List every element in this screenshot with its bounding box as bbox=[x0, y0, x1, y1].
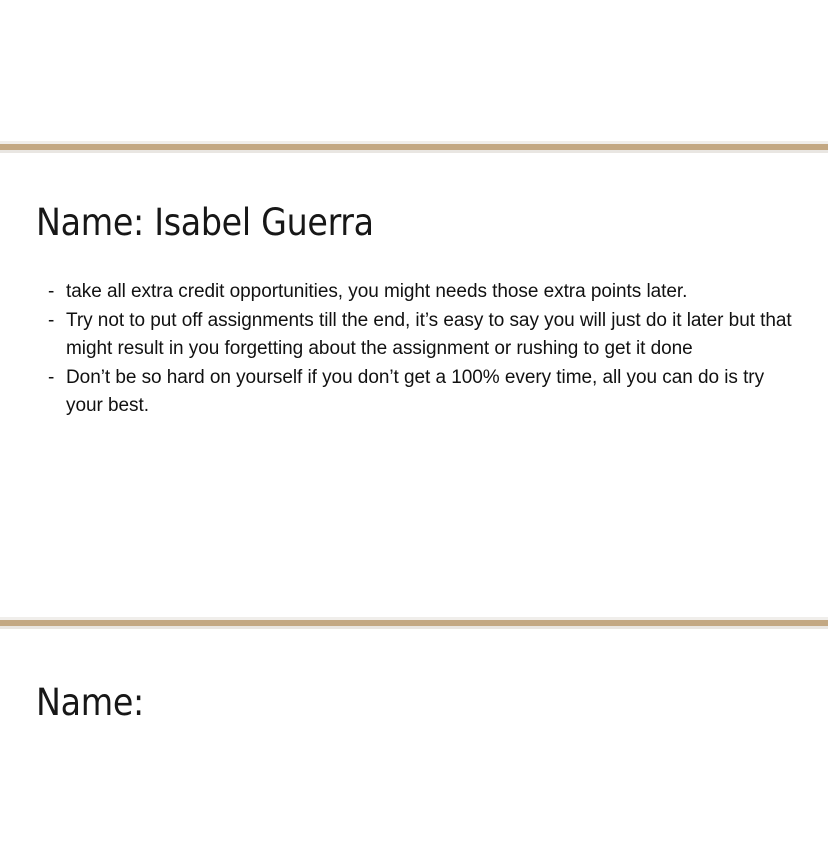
list-item bbox=[36, 364, 804, 421]
slide-bullet-list bbox=[36, 278, 804, 421]
bullet-marker: - bbox=[48, 366, 55, 388]
slide-title: Name: Isabel Guerra bbox=[36, 201, 374, 244]
slide-current[interactable] bbox=[0, 153, 828, 617]
bullet-marker: - bbox=[48, 281, 55, 302]
bullet-marker: - bbox=[48, 309, 55, 331]
bullet-text: Try not to put off assignments till the end, it’s easy to say you will just do it later but that might result in you forgetting about the assignment or rushing to get it done bbox=[66, 309, 792, 360]
slide-separator-bottom bbox=[0, 617, 828, 629]
bullet-text: take all extra credit opportunities, you might needs those extra points later. bbox=[66, 281, 688, 302]
slide-next[interactable] bbox=[0, 629, 828, 861]
list-item bbox=[36, 278, 804, 307]
bullet-text: Don’t be so hard on yourself if you don’t get a 100% every time, all you can do is try your best. bbox=[66, 366, 765, 417]
list-item bbox=[36, 307, 804, 364]
slide-separator-top bbox=[0, 141, 828, 153]
slide-previous[interactable] bbox=[0, 0, 828, 141]
slide-title: Name: bbox=[36, 681, 144, 724]
